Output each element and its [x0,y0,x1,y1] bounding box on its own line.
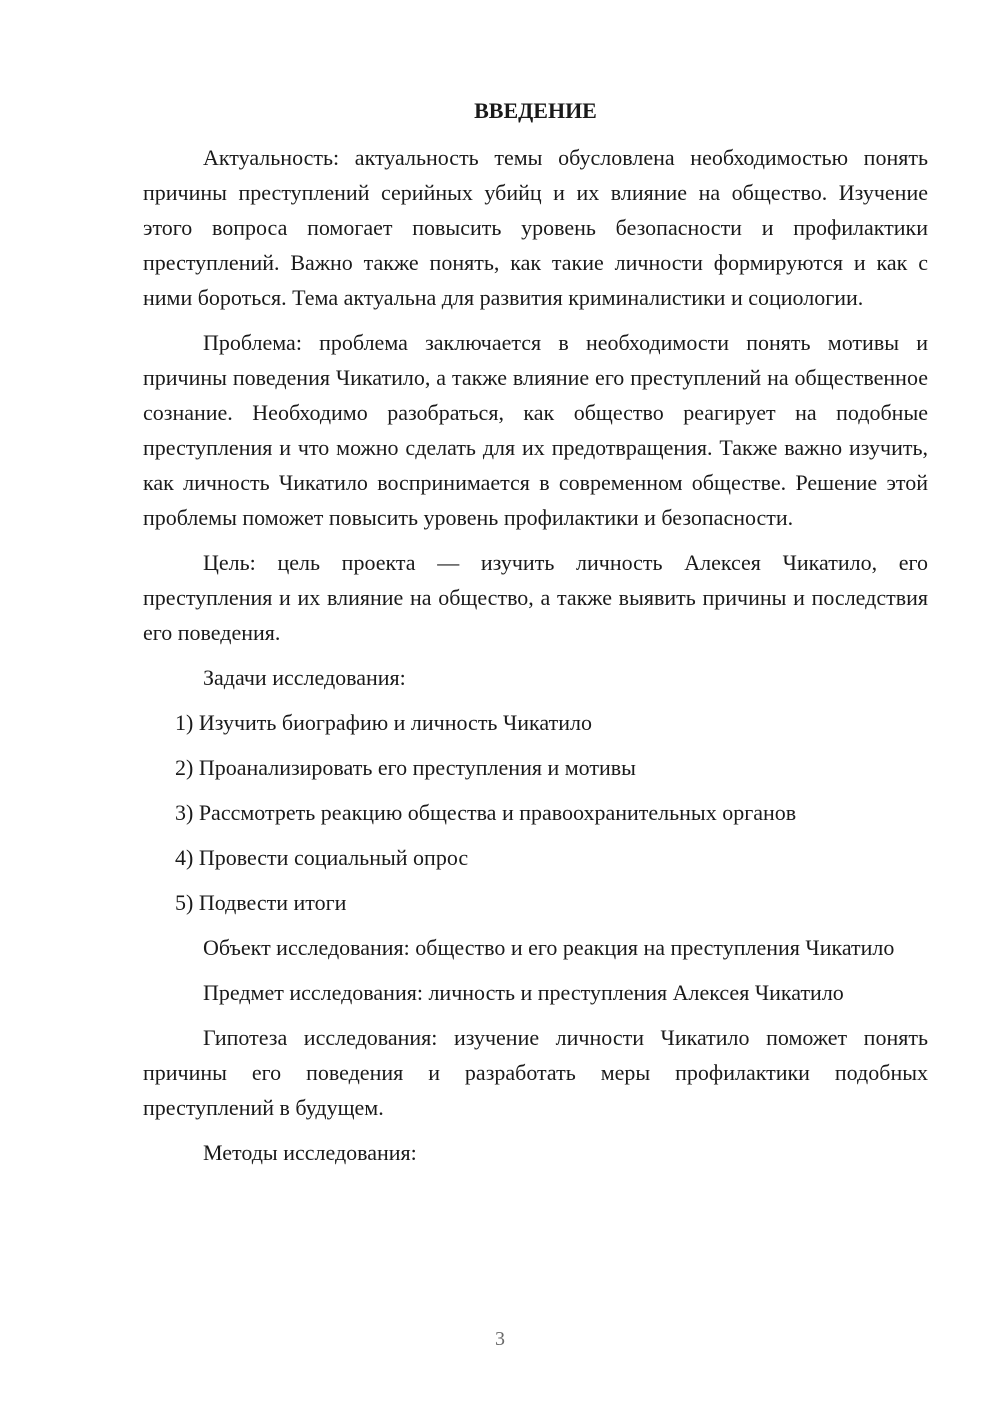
task-item-2: 2) Проанализировать его преступления и мотивы [175,755,636,780]
problem-paragraph: Проблема: проблема заключается в необходимости понять мотивы и причины поведения Чикатило, а также влияние его преступлений на общественное сознание. Необходимо разобраться, как общество реагирует на подобные преступления и что можно сделать для их предотвращения. Также важно изучить, как личность Чикатило воспринимается в современном обществе. Решение этой проблемы поможет повысить уровень профилактики и безопасности. [143,330,928,530]
task-item-4: 4) Провести социальный опрос [175,845,469,870]
task-item-5: 5) Подвести итоги [175,890,347,915]
task-item-1: 1) Изучить биографию и личность Чикатило [175,710,592,735]
methods-heading: Методы исследования: [203,1140,417,1165]
hypothesis-paragraph: Гипотеза исследования: изучение личности Чикатило поможет понять причины его поведения и разработать меры профилактики подобных преступлений в будущем. [143,1025,928,1120]
object-paragraph: Объект исследования: общество и его реакция на преступления Чикатило [203,935,895,960]
tasks-list [143,705,928,920]
subject-paragraph: Предмет исследования: личность и преступления Алексея Чикатило [203,980,844,1005]
page-title: ВВЕДЕНИЕ [474,98,597,123]
task-item-3: 3) Рассмотреть реакцию общества и правоохранительных органов [175,800,797,825]
relevance-paragraph: Актуальность: актуальность темы обусловлена необходимостью понять причины преступлений серийных убийц и их влияние на общество. Изучение этого вопроса помогает повысить уровень безопасности и профилактики преступлений. Важно также понять, как такие личности формируются и как с ними бороться. Тема актуальна для развития криминалистики и социологии. [143,145,928,310]
document-page [143,93,928,1180]
page-number: 3 [495,1328,505,1350]
tasks-heading: Задачи исследования: [203,665,406,690]
goal-paragraph: Цель: цель проекта — изучить личность Алексея Чикатило, его преступления и их влияние на общество, а также выявить причины и последствия его поведения. [143,550,928,645]
